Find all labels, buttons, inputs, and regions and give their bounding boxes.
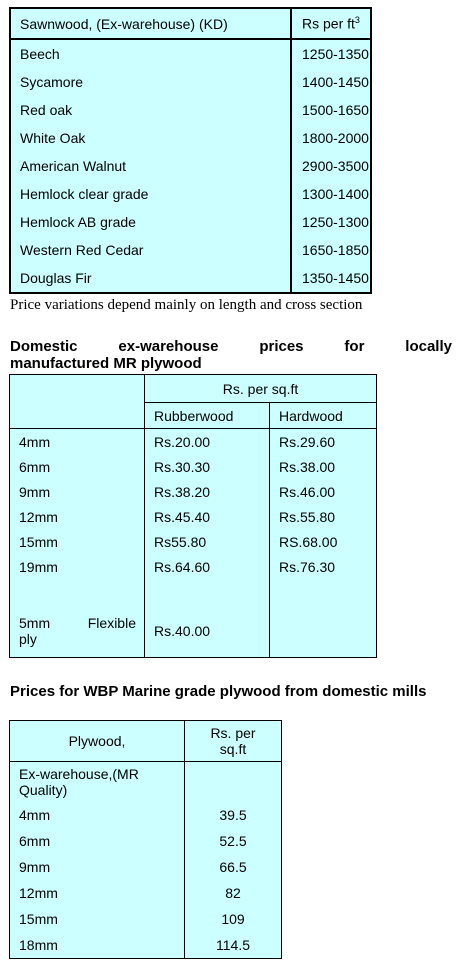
table-row	[10, 932, 282, 959]
table-row	[10, 554, 377, 579]
heading-line-2: manufactured MR plywood	[10, 355, 202, 372]
table-row	[10, 479, 377, 504]
price-cell: 109	[185, 906, 282, 932]
price-cell: 39.5	[185, 802, 282, 828]
wood-price: 1250-1300	[302, 214, 369, 230]
hardwood-price: Rs.76.30	[270, 554, 377, 579]
size-cell: 18mm	[10, 932, 185, 959]
ex-warehouse-line-1: Ex-warehouse,(MR	[19, 766, 139, 782]
table-row	[10, 854, 282, 880]
wood-name: Hemlock clear grade	[10, 180, 291, 208]
size-cell: 12mm	[10, 880, 185, 906]
wood-price: 2900-3500	[302, 158, 369, 174]
table-header-row	[10, 721, 282, 762]
table-row	[10, 429, 377, 455]
wood-name: Red oak	[10, 96, 291, 124]
table-row	[10, 96, 371, 124]
rubberwood-price: Rs.20.00	[145, 429, 270, 455]
price-header	[185, 721, 282, 762]
table-row	[10, 762, 282, 803]
rubberwood-price: Rs55.80	[145, 529, 270, 554]
wood-name: Western Red Cedar	[10, 236, 291, 264]
wbp-plywood-price-table	[9, 720, 282, 959]
size-cell: 15mm	[10, 906, 185, 932]
heading-word: ex-warehouse	[118, 338, 219, 355]
table-row	[10, 68, 371, 96]
wbp-plywood-heading: Prices for WBP Marine grade plywood from domestic mills	[10, 683, 427, 700]
rubberwood-price: Rs.45.40	[145, 504, 270, 529]
wood-price: 1800-2000	[302, 130, 369, 146]
wood-name: Douglas Fir	[10, 264, 291, 293]
sawnwood-header-label: Sawnwood, (Ex-warehouse) (KD)	[10, 8, 291, 39]
hardwood-price: Rs.38.00	[270, 454, 377, 479]
flex-word: Flexible	[87, 615, 136, 631]
size-cell: 4mm	[10, 802, 185, 828]
table-row	[10, 828, 282, 854]
price-cell: 82	[185, 880, 282, 906]
unit-text: Rs per ft	[302, 15, 355, 32]
heading-word: for	[344, 338, 365, 355]
wood-name: American Walnut	[10, 152, 291, 180]
hardwood-price-empty	[270, 579, 377, 658]
table-row	[10, 529, 377, 554]
table-row	[10, 208, 371, 236]
plywood-header: Plywood,	[10, 721, 185, 762]
table-row	[10, 180, 371, 208]
hardwood-price: RS.68.00	[270, 529, 377, 554]
ex-warehouse-label	[10, 762, 185, 803]
hardwood-price: Rs.46.00	[270, 479, 377, 504]
rubberwood-header: Rubberwood	[145, 403, 270, 429]
price-header-line-2: sq.ft	[219, 741, 247, 757]
empty-cell	[185, 762, 282, 803]
wood-name: Hemlock AB grade	[10, 208, 291, 236]
size-cell	[10, 579, 145, 658]
price-variation-note: Price variations depend mainly on length and cross section	[10, 297, 363, 313]
size-cell: 4mm	[10, 429, 145, 455]
wood-price: 1400-1450	[302, 74, 369, 90]
ex-warehouse-line-2: Quality)	[19, 782, 68, 798]
heading-word: locally	[405, 338, 452, 355]
size-cell: 9mm	[10, 479, 145, 504]
heading-word: Domestic	[10, 338, 78, 355]
wood-price: 1250-1350	[302, 46, 369, 62]
wood-name: Sycamore	[10, 68, 291, 96]
heading-word: prices	[259, 338, 304, 355]
rubberwood-price: Rs.64.60	[145, 554, 270, 579]
table-row	[10, 802, 282, 828]
size-cell: 9mm	[10, 854, 185, 880]
rubberwood-price: Rs.38.20	[145, 479, 270, 504]
table-header-row	[10, 375, 377, 403]
wood-name: White Oak	[10, 124, 291, 152]
table-row	[10, 236, 371, 264]
table-header-row	[10, 8, 371, 39]
hardwood-price: Rs.29.60	[270, 429, 377, 455]
table-row	[10, 504, 377, 529]
rubberwood-price: Rs.30.30	[145, 454, 270, 479]
price-cell: 114.5	[185, 932, 282, 959]
size-cell: 12mm	[10, 504, 145, 529]
flex-size: 5mm	[19, 615, 51, 631]
mr-plywood-price-table	[9, 374, 377, 658]
table-row	[10, 152, 371, 180]
price-header-line-1: Rs. per	[210, 725, 256, 741]
wood-price: 1350-1450	[302, 270, 369, 286]
table-row	[10, 124, 371, 152]
wood-price: 1300-1400	[302, 186, 369, 202]
sawnwood-header-unit	[291, 8, 371, 39]
size-cell: 19mm	[10, 554, 145, 579]
flexible-ply-label	[19, 615, 144, 631]
table-row	[10, 880, 282, 906]
table-row	[10, 579, 377, 658]
table-row	[10, 906, 282, 932]
table-row	[10, 454, 377, 479]
size-cell: 6mm	[10, 828, 185, 854]
table-row	[10, 39, 371, 68]
mr-plywood-heading	[10, 338, 452, 372]
hardwood-price: Rs.55.80	[270, 504, 377, 529]
hardwood-header: Hardwood	[270, 403, 377, 429]
wood-price: 1500-1650	[302, 102, 369, 118]
wood-name: Beech	[10, 39, 291, 68]
unit-superscript: 3	[354, 15, 360, 26]
table-row	[10, 264, 371, 293]
price-cell: 52.5	[185, 828, 282, 854]
size-cell: 15mm	[10, 529, 145, 554]
heading-line-1	[10, 338, 452, 355]
wood-price: 1650-1850	[302, 242, 369, 258]
empty-header-cell	[10, 375, 145, 429]
size-cell: 6mm	[10, 454, 145, 479]
price-cell: 66.5	[185, 854, 282, 880]
flex-word-ply: ply	[19, 631, 37, 647]
sawnwood-price-table	[9, 7, 372, 294]
rubberwood-price: Rs.40.00	[145, 579, 270, 658]
unit-header: Rs. per sq.ft	[145, 375, 377, 403]
